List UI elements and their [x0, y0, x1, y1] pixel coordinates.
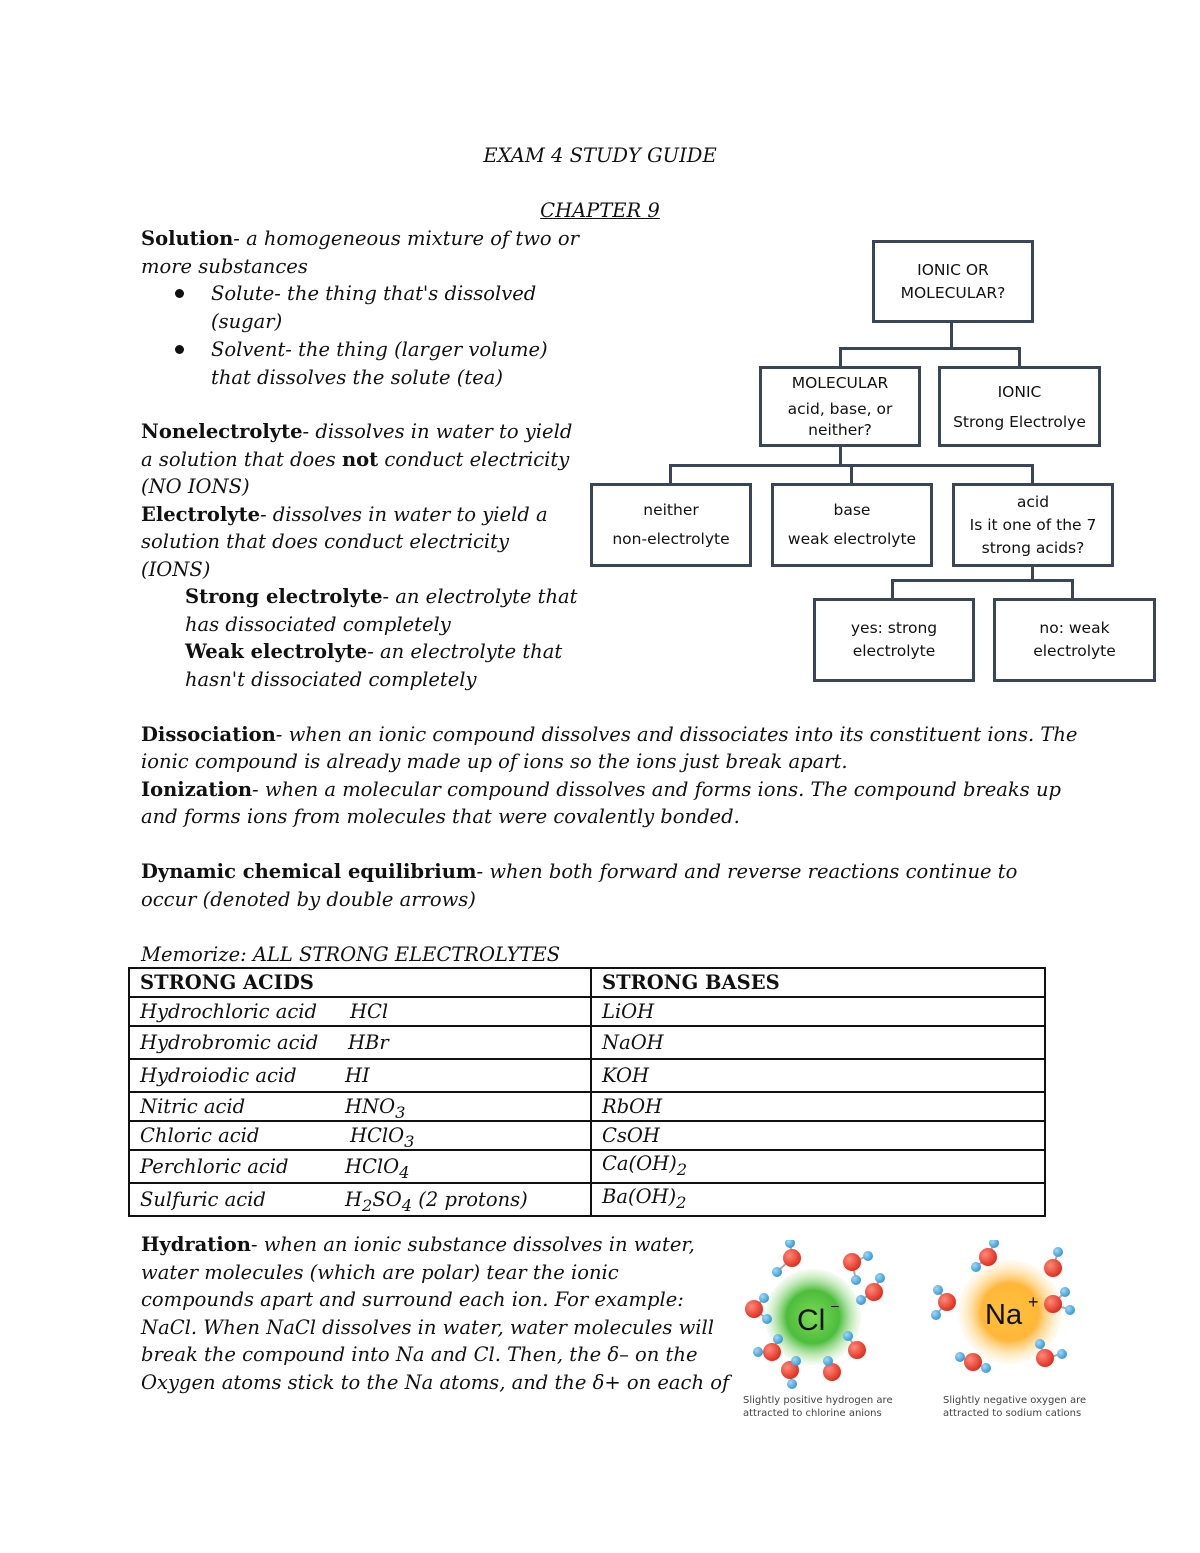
bullet-icon	[175, 289, 184, 298]
hydration-illustration	[740, 1240, 1090, 1430]
base-formula: RbOH	[591, 1092, 1045, 1121]
strong-electrolyte-definition-cont: has dissociated completely	[185, 613, 451, 636]
chloride-caption-line-2: attracted to chlorine anions	[743, 1408, 882, 1419]
water-molecule-icon	[931, 1285, 956, 1320]
connector-line	[891, 579, 1074, 582]
hydration-line-5: break the compound into Na and Cl. Then, the δ– on the	[141, 1343, 698, 1366]
weak-electrolyte-definition: Weak electrolyte- an electrolyte that	[185, 640, 563, 663]
table-row	[129, 1059, 1045, 1092]
base-formula: LiOH	[591, 997, 1045, 1026]
electrolyte-definition-cont: solution that does conduct electricity	[141, 530, 509, 553]
header-strong-acids: STRONG ACIDS	[129, 968, 591, 997]
chapter-heading: CHAPTER 9	[540, 199, 660, 222]
acid-name: Nitric acid	[140, 1095, 246, 1118]
acid-formula: $H_2SO_4$ (2 protons)	[345, 1187, 528, 1215]
base-formula: CsOH	[591, 1121, 1045, 1150]
sodium-caption-line-2: attracted to sodium cations	[943, 1408, 1082, 1419]
electrolyte-note: (IONS)	[141, 558, 211, 581]
acid-name: Perchloric acid	[140, 1154, 289, 1178]
acid-name: Hydrobromic acid	[140, 1031, 319, 1054]
hydration-line-6: Oxygen atoms stick to the Na atoms, and the δ+ on each of	[141, 1371, 730, 1394]
flow-node-root: IONIC OR MOLECULAR?	[872, 240, 1034, 323]
base-formula: $Ba(OH)_2$	[591, 1183, 1045, 1216]
sodium-caption-line-1: Slightly negative oxygen are	[943, 1395, 1087, 1406]
table-row	[129, 1121, 1045, 1150]
electrolyte-term: Electrolyte	[141, 503, 260, 526]
water-molecule-icon	[781, 1356, 801, 1389]
page-title: EXAM 4 STUDY GUIDE	[483, 144, 717, 167]
dissociation-definition: Dissociation- when an ionic compound dissolves and dissociates into its constituent ions. The	[141, 723, 1078, 746]
connector-line	[850, 464, 853, 484]
nonelectrolyte-definition: Nonelectrolyte- dissolves in water to yield	[141, 420, 573, 443]
chloride-symbol: Cl	[797, 1304, 826, 1337]
connector-line	[891, 579, 894, 599]
table-row	[129, 1092, 1045, 1121]
flow-node-acid: acid Is it one of the 7 strong acids?	[952, 483, 1114, 567]
acid-formula: HBr	[348, 1031, 389, 1054]
flow-node-neither: neither non-electrolyte	[590, 483, 752, 567]
connector-line	[669, 464, 672, 484]
water-molecule-icon	[843, 1251, 873, 1285]
table-row	[129, 1150, 1045, 1183]
hydration-line-3: compounds apart and surround each ion. For example:	[141, 1288, 684, 1311]
chloride-ion-diagram	[743, 1240, 893, 1419]
solute-definition: Solute- the thing that's dissolved	[211, 282, 537, 305]
solute-example: (sugar)	[211, 310, 283, 333]
memorize-note: Memorize: ALL STRONG ELECTROLYTES	[141, 943, 561, 966]
hydration-definition: Hydration- when an ionic substance dissolves in water,	[141, 1233, 695, 1256]
strong-electrolyte-definition: Strong electrolyte- an electrolyte that	[185, 585, 578, 608]
connector-line	[1018, 347, 1021, 367]
solution-term: Solution	[141, 227, 234, 250]
flow-node-ionic: IONIC Strong Electrolye	[938, 366, 1101, 447]
sodium-charge: +	[1028, 1292, 1039, 1312]
base-formula: $Ca(OH)_2$	[591, 1150, 1045, 1183]
flow-node-no: no: weak electrolyte	[993, 598, 1156, 682]
base-formula: KOH	[591, 1059, 1045, 1092]
acid-formula: HCl	[350, 1000, 389, 1023]
table-header-row	[129, 968, 1045, 997]
solvent-example: that dissolves the solute (tea)	[211, 366, 503, 389]
acid-formula: HClO$_4$	[345, 1154, 410, 1182]
table-row	[129, 1026, 1045, 1059]
table-row	[129, 997, 1045, 1026]
dissociation-term: Dissociation	[141, 723, 276, 746]
acid-formula: HClO$_3$	[350, 1124, 415, 1151]
table-row	[129, 1183, 1045, 1216]
water-molecule-icon	[772, 1240, 801, 1277]
ionization-term: Ionization	[141, 778, 253, 801]
hydration-term: Hydration	[141, 1233, 251, 1256]
header-strong-bases: STRONG BASES	[591, 968, 1045, 997]
connector-line	[1031, 464, 1034, 484]
solvent-definition: Solvent- the thing (larger volume)	[211, 338, 548, 361]
acid-formula: $HNO_3$	[345, 1095, 406, 1122]
connector-line	[1071, 579, 1074, 599]
chloride-caption-line-1: Slightly positive hydrogen are	[743, 1395, 893, 1406]
ionization-definition: Ionization- when a molecular compound dissolves and forms ions. The compound breaks up	[141, 778, 1061, 801]
equilibrium-definition: Dynamic chemical equilibrium- when both forward and reverse reactions continue to	[141, 860, 1018, 883]
hydration-line-4: NaCl. When NaCl dissolves in water, water molecules will	[141, 1316, 715, 1339]
base-formula: NaOH	[591, 1026, 1045, 1059]
water-molecule-icon	[753, 1334, 783, 1361]
ionization-definition-cont: and forms ions from molecules that were covalently bonded.	[141, 805, 740, 828]
connector-line	[839, 347, 1021, 350]
equilibrium-term: Dynamic chemical equilibrium	[141, 860, 477, 883]
acid-name: Hydrochloric acid	[140, 1000, 317, 1023]
nonelectrolyte-definition-cont: a solution that does not conduct electricity	[141, 448, 570, 471]
solution-definition-cont: more substances	[141, 255, 308, 278]
sodium-symbol: Na	[985, 1299, 1023, 1331]
acid-name: Hydroiodic acid	[140, 1064, 297, 1087]
flow-node-molecular: MOLECULAR acid, base, or neither?	[759, 366, 921, 447]
dissociation-definition-cont: ionic compound is already made up of ions so the ions just break apart.	[141, 750, 848, 773]
equilibrium-definition-cont: occur (denoted by double arrows)	[141, 888, 476, 911]
electrolyte-definition: Electrolyte- dissolves in water to yield a	[141, 503, 548, 526]
connector-line	[839, 446, 842, 466]
connector-line	[839, 347, 842, 367]
sodium-ion-diagram	[931, 1240, 1086, 1419]
connector-line	[950, 322, 953, 348]
solution-definition: Solution- a homogeneous mixture of two or	[141, 227, 579, 250]
flow-node-base: base weak electrolyte	[771, 483, 933, 567]
acid-name: Chloric acid	[140, 1124, 260, 1147]
flow-node-yes: yes: strong electrolyte	[813, 598, 975, 682]
nonelectrolyte-term: Nonelectrolyte	[141, 420, 303, 443]
bullet-icon	[175, 345, 184, 354]
hydration-line-2: water molecules (which are polar) tear the ionic	[141, 1261, 619, 1284]
strong-electrolyte-term: Strong electrolyte	[185, 585, 383, 608]
water-molecule-icon	[1044, 1247, 1063, 1277]
chloride-charge: –	[831, 1297, 839, 1313]
weak-electrolyte-term: Weak electrolyte	[185, 640, 368, 663]
water-molecule-icon	[823, 1356, 841, 1381]
acid-formula: HI	[345, 1064, 370, 1087]
nonelectrolyte-note: (NO IONS)	[141, 475, 250, 498]
weak-electrolyte-definition-cont: hasn't dissociated completely	[185, 668, 477, 691]
acid-name: Sulfuric acid	[140, 1187, 266, 1211]
strong-electrolytes-table	[128, 967, 1046, 1217]
